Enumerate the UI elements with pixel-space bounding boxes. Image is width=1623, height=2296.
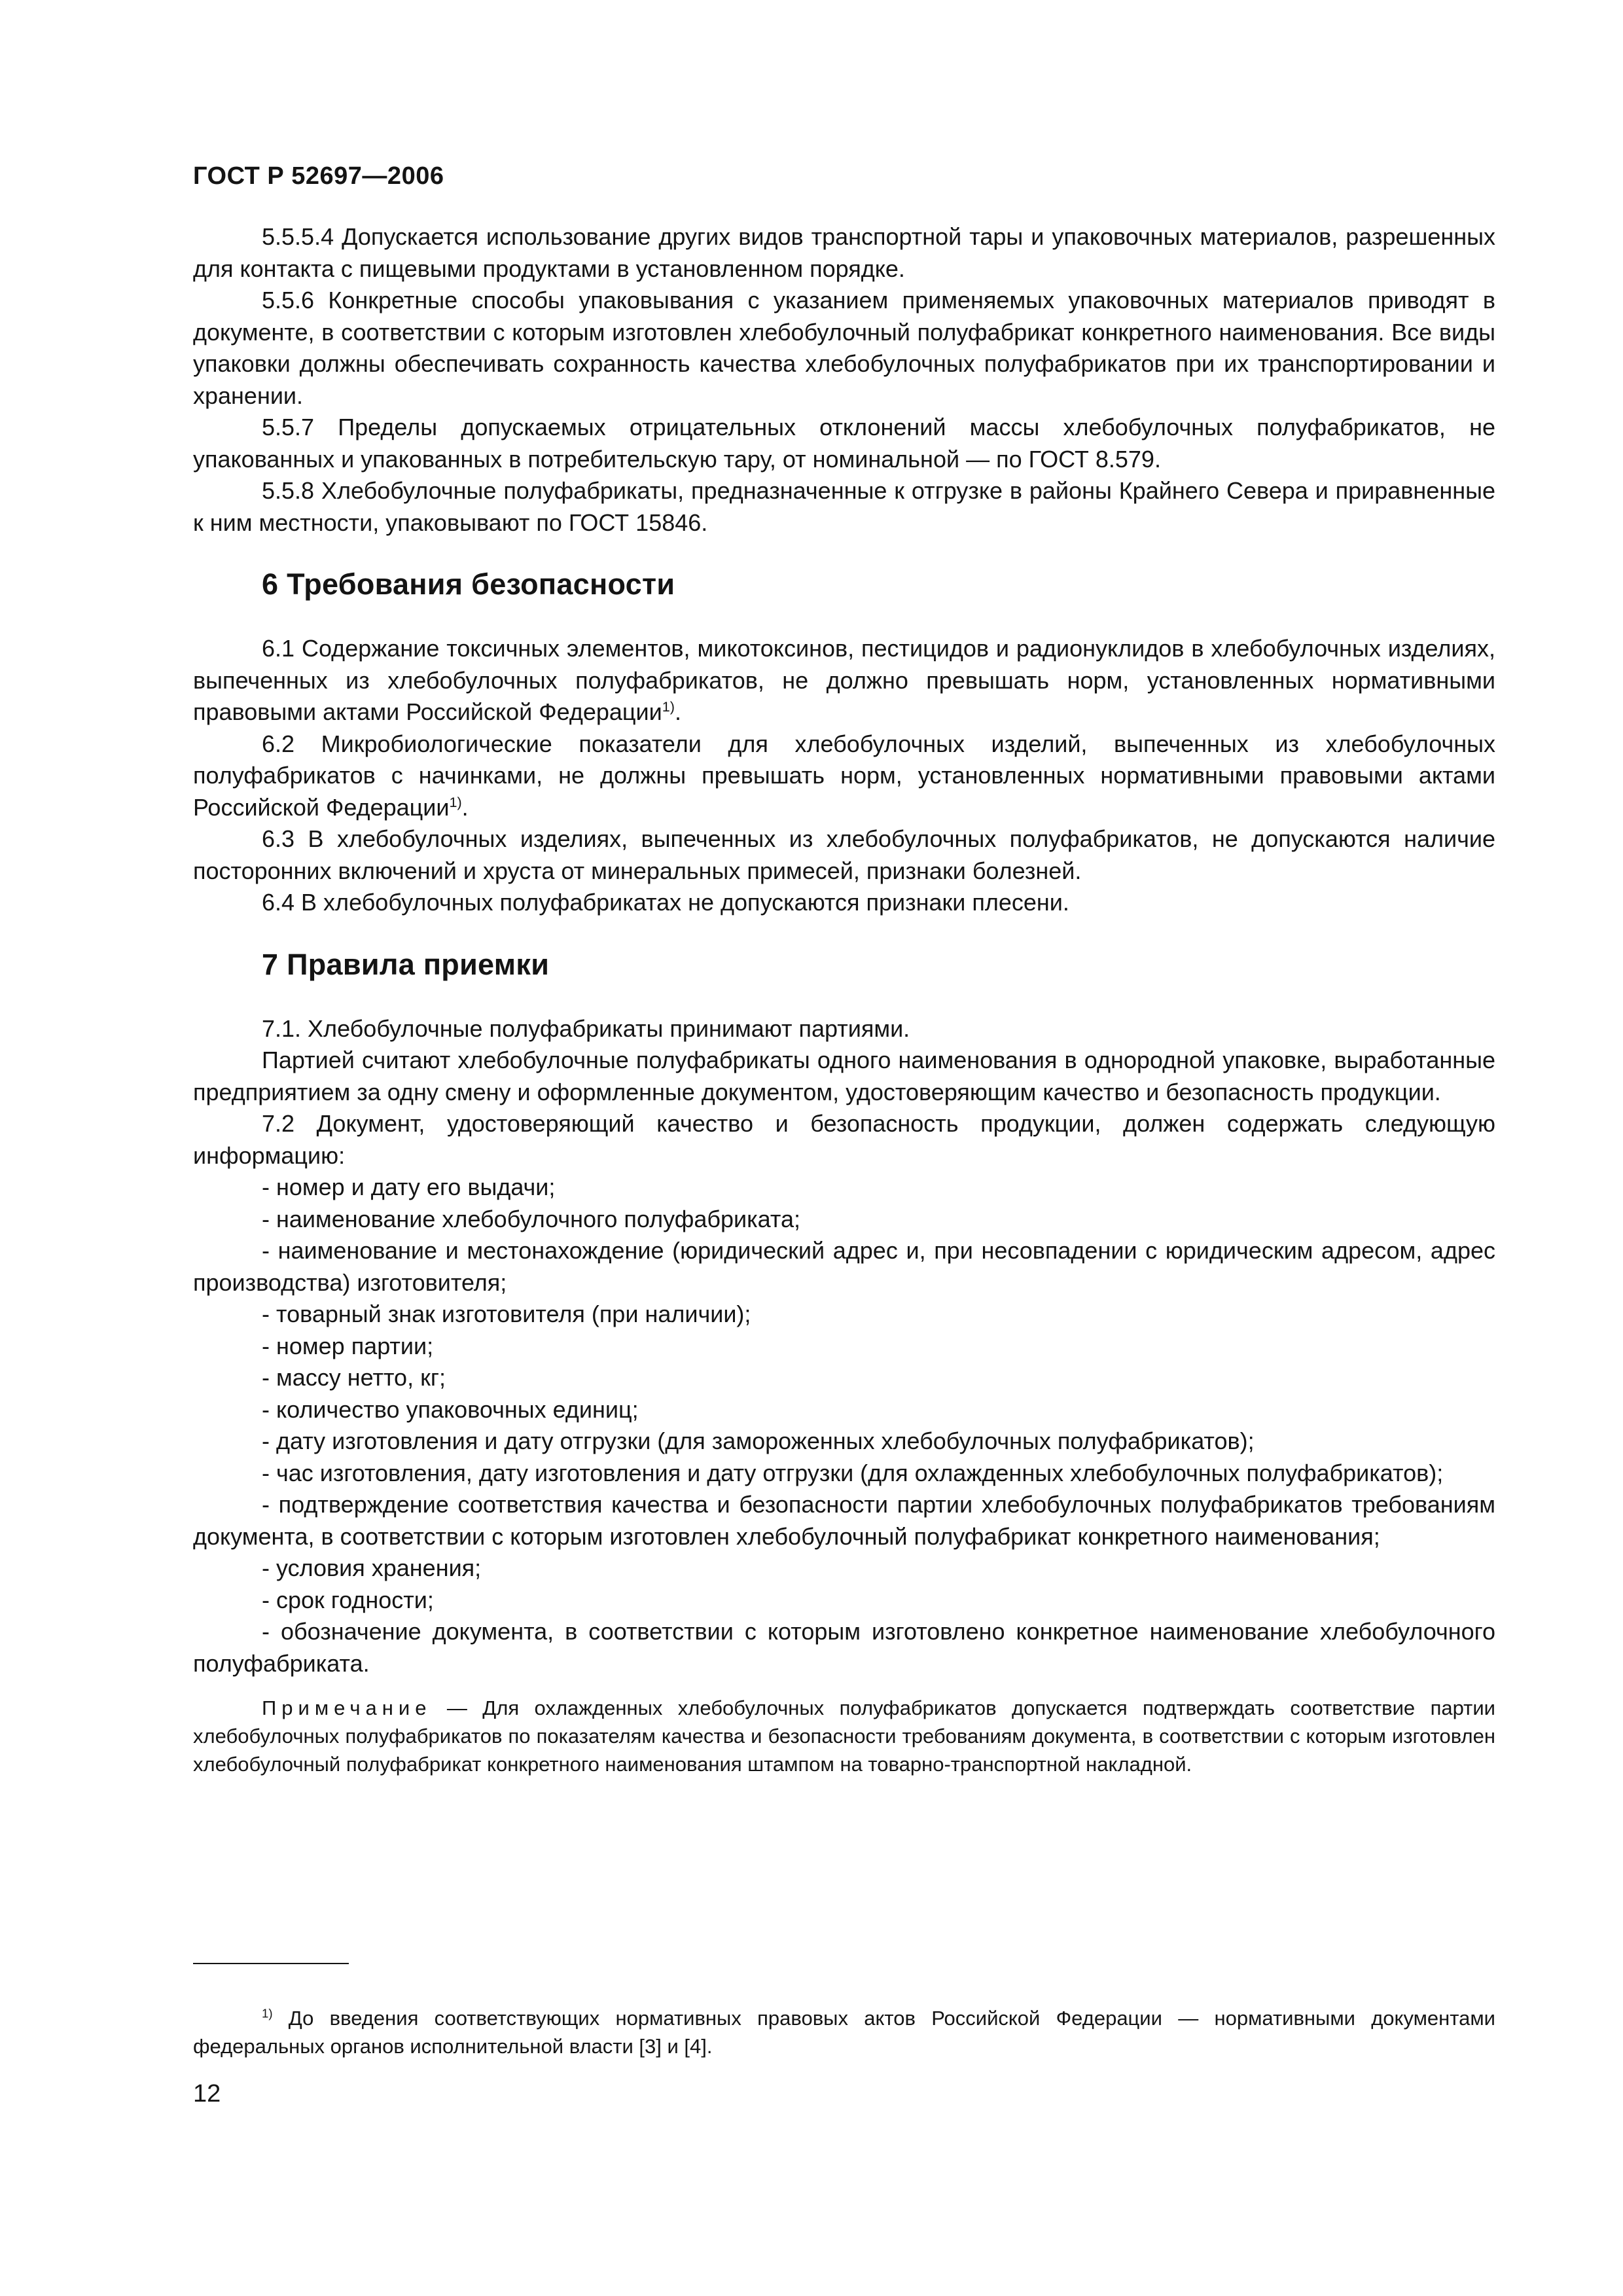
- paragraph-5-5-5-4: 5.5.5.4 Допускается использование других видов транспортной тары и упаковочных материалов, разрешенных для контакта с пищевыми продуктами в установленном порядке.: [193, 223, 1495, 282]
- list-item: - дату изготовления и дату отгрузки (для замороженных хлебобулочных полуфабрикатов);: [262, 1427, 1255, 1454]
- paragraph-7-1: 7.1. Хлебобулочные полуфабрикаты принимают партиями.: [262, 1014, 910, 1042]
- footnote-text: До введения соответствующих нормативных правовых актов Российской Федерации — нормативными документами федеральных органов исполнительной власти [3] и [4].: [193, 2007, 1495, 2058]
- paragraph-6-2-tail: .: [461, 793, 469, 821]
- list-item: - условия хранения;: [262, 1554, 482, 1581]
- paragraph-6-2-text: 6.2 Микробиологические показатели для хлебобулочных изделий, выпеченных из хлебобулочных полуфабрикатов с начинками, не должны превышать норм, установленных нормативными правовыми актами Российской Федерации: [193, 730, 1495, 821]
- paragraph-6-2: [193, 728, 1495, 824]
- paragraph-6-1-tail: .: [674, 698, 681, 725]
- note: [193, 1694, 1495, 1778]
- footnote: [193, 2004, 1495, 2060]
- paragraph-5-5-8: 5.5.8 Хлебобулочные полуфабрикаты, предназначенные к отгрузке в районы Крайнего Севера и приравненные к ним местности, упаковывают по ГОСТ 15846.: [193, 477, 1495, 536]
- list-item: - массу нетто, кг;: [262, 1364, 446, 1391]
- section-7-heading: 7 Правила приемки: [262, 947, 550, 981]
- list-item: - товарный знак изготовителя (при наличии);: [262, 1300, 751, 1327]
- list-item: - наименование хлебобулочного полуфабриката;: [262, 1205, 800, 1232]
- paragraph-6-1: [193, 633, 1495, 728]
- footnote-ref: 1): [662, 698, 675, 715]
- page-body: [193, 221, 1495, 1778]
- list-item: - подтверждение соответствия качества и безопасности партии хлебобулочных полуфабрикатов требованиям документа, в соответствии с которым изготовлен хлебобулочный полуфабрикат конкретного наименования;: [193, 1491, 1495, 1550]
- list-item: - обозначение документа, в соответствии с которым изготовлено конкретное наименование хлебобулочного полуфабриката.: [193, 1618, 1495, 1677]
- paragraph-5-5-7: 5.5.7 Пределы допускаемых отрицательных отклонений массы хлебобулочных полуфабрикатов, не упакованных и упакованных в потребительскую тару, от номинальной — по ГОСТ 8.579.: [193, 414, 1495, 473]
- footnote-ref: 1): [449, 793, 462, 810]
- paragraph-7-2: 7.2 Документ, удостоверяющий качество и безопасность продукции, должен содержать следующую информацию:: [193, 1110, 1495, 1169]
- note-label: Примечание: [262, 1696, 432, 1719]
- list-item: - час изготовления, дату изготовления и дату отгрузки (для охлажденных хлебобулочных полуфабрикатов);: [262, 1459, 1444, 1486]
- footnote-mark: 1): [262, 2006, 273, 2020]
- footnote-divider: [193, 1963, 349, 1964]
- list-item: - срок годности;: [262, 1586, 434, 1613]
- list-item: - наименование и местонахождение (юридический адрес и, при несовпадении с юридическим адресом, адрес производства) изготовителя;: [193, 1237, 1495, 1296]
- list-item: - количество упаковочных единиц;: [262, 1395, 639, 1423]
- paragraph-6-1-text: 6.1 Содержание токсичных элементов, микотоксинов, пестицидов и радионуклидов в хлебобулочных изделиях, выпеченных из хлебобулочных полуфабрикатов, не должно превышать норм, установленных нормативными правовыми актами Российской Федерации: [193, 635, 1495, 725]
- page-number: 12: [193, 2080, 221, 2108]
- document-contents-list: [193, 1172, 1495, 1679]
- note-text: — Для охлажденных хлебобулочных полуфабрикатов допускается подтверждать соответствие партии хлебобулочных полуфабрикатов по показателям качества и безопасности требованиям документа, в соответствии с которым изготовлен хлебобулочный полуфабрикат конкретного наименования штампом на товарно-транспортной накладной.: [193, 1696, 1495, 1776]
- section-6-heading: 6 Требования безопасности: [262, 567, 675, 601]
- paragraph-6-4: 6.4 В хлебобулочных полуфабрикатах не допускаются признаки плесени.: [262, 889, 1069, 916]
- paragraph-5-5-6: 5.5.6 Конкретные способы упаковывания с указанием применяемых упаковочных материалов приводят в документе, в соответствии с которым изготовлен хлебобулочный полуфабрикат конкретного наименования. Все виды упаковки должны обеспечивать сохранность качества хлебобулочных полуфабрикатов при их транспортировании и хранении.: [193, 287, 1495, 409]
- document-code-header: ГОСТ Р 52697—2006: [193, 162, 444, 190]
- list-item: - номер партии;: [262, 1332, 434, 1359]
- paragraph-batch-definition: Партией считают хлебобулочные полуфабрикаты одного наименования в однородной упаковке, выработанные предприятием за одну смену и оформленные документом, удостоверяющим качество и безопасность продукции.: [193, 1047, 1495, 1105]
- paragraph-6-3: 6.3 В хлебобулочных изделиях, выпеченных из хлебобулочных полуфабрикатов, не допускаются наличие посторонних включений и хруста от минеральных примесей, признаки болезней.: [193, 825, 1495, 884]
- list-item: - номер и дату его выдачи;: [262, 1174, 556, 1200]
